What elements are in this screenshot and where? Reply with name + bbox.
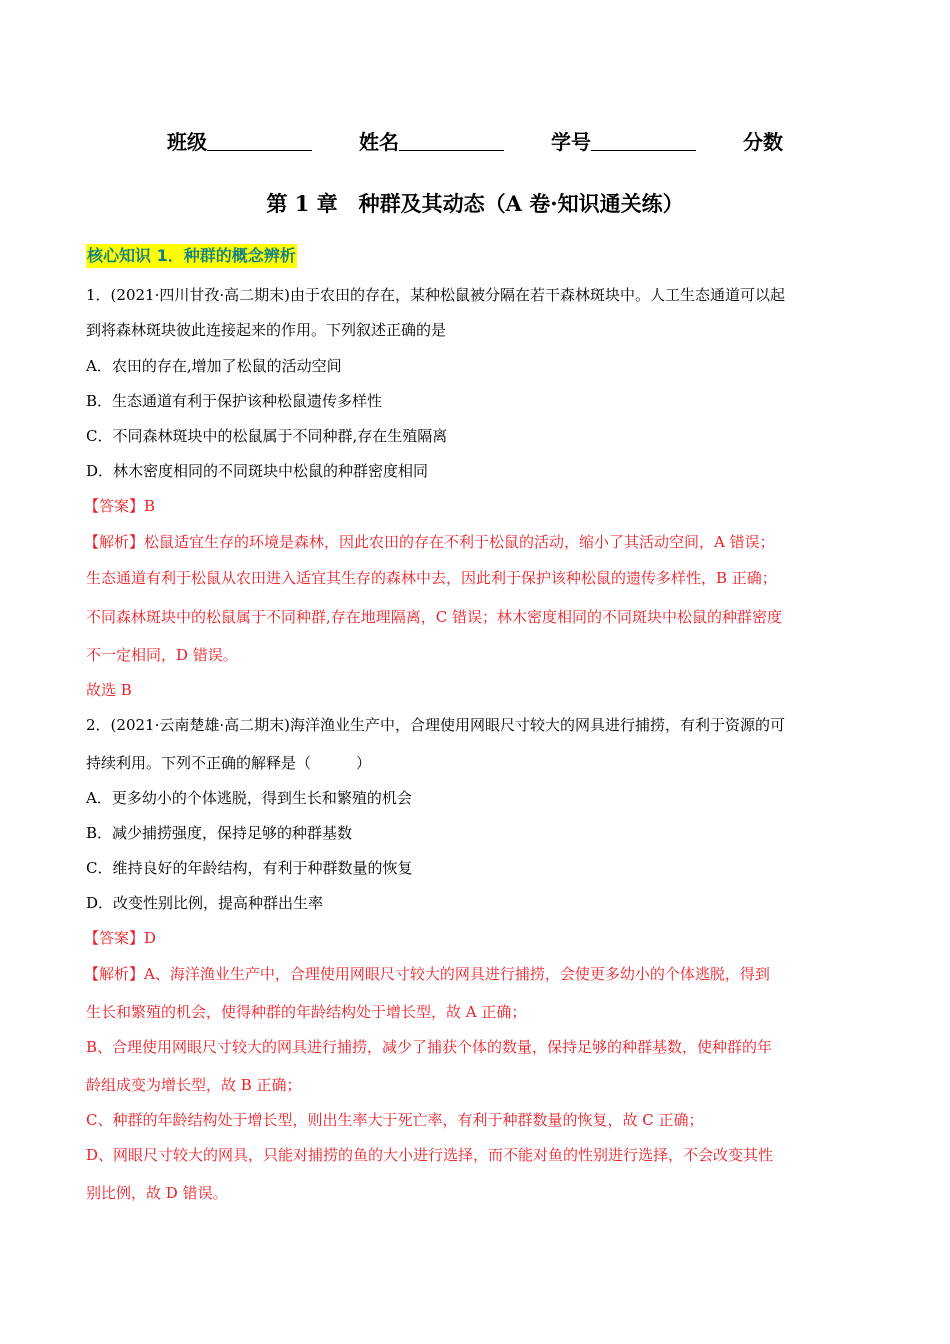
q2-analysis-line-7: 别比例，故 D 错误。: [86, 1184, 228, 1202]
q2-analysis-line-2: 生长和繁殖的机会，使得种群的年龄结构处于增长型，故 A 正确；: [86, 1003, 527, 1021]
q2-analysis-line-3: B、合理使用网眼尺寸较大的网具进行捕捞，减少了捕获个体的数量，保持足够的种群基数，使种群的年: [86, 1038, 773, 1056]
class-blank[interactable]: [207, 130, 312, 151]
chapter-title: 第 1 章 种群及其动态（A 卷·知识通关练）: [266, 191, 684, 216]
q2-analysis-line-5: C、种群的年龄结构处于增长型，则出生率大于死亡率，有利于种群数量的恢复，故 C 正确；: [86, 1111, 704, 1129]
q1-option-b: B．生态通道有利于保护该种松鼠遗传多样性: [86, 392, 383, 410]
q1-option-c: C．不同森林斑块中的松鼠属于不同种群,存在生殖隔离: [86, 427, 448, 445]
q2-stem-line-1: 2．(2021·云南楚雄·高二期末)海洋渔业生产中，合理使用网眼尺寸较大的网具进行捕捞，有利于资源的可: [86, 716, 785, 734]
q2-analysis-line-4: 龄组成变为增长型，故 B 正确；: [86, 1076, 302, 1094]
q2-analysis-line-1: 【解析】A、海洋渔业生产中，合理使用网眼尺寸较大的网具进行捕捞，会使更多幼小的个体逃脱，得到: [84, 965, 770, 983]
q1-stem-line-1: 1．(2021·四川甘孜·高二期末)由于农田的存在，某种松鼠被分隔在若干森林斑块中。人工生态通道可以起: [86, 286, 785, 304]
q1-stem-line-2: 到将森林斑块彼此连接起来的作用。下列叙述正确的是: [86, 321, 447, 339]
q1-analysis-line-2: 生态通道有利于松鼠从农田进入适宜其生存的森林中去，因此利于保护该种松鼠的遗传多样性，B 正确；: [86, 569, 777, 587]
q1-analysis-line-3: 不同森林斑块中的松鼠属于不同种群,存在地理隔离，C 错误；林木密度相同的不同斑块中松鼠的种群密度: [86, 608, 783, 626]
class-field: 班级: [167, 126, 312, 155]
student-id-field: 学号: [551, 126, 696, 155]
name-blank[interactable]: [399, 130, 504, 151]
student-info-line: [0, 126, 950, 155]
q2-analysis-line-6: D、网眼尺寸较大的网具，只能对捕捞的鱼的大小进行选择，而不能对鱼的性别进行选择，不会改变其性: [86, 1146, 774, 1164]
q1-answer: 【答案】B: [84, 497, 156, 515]
q2-option-c: C．维持良好的年龄结构，有利于种群数量的恢复: [86, 859, 413, 877]
q1-option-a: A．农田的存在,增加了松鼠的活动空间: [86, 357, 342, 375]
q2-option-d: D．改变性别比例，提高种群出生率: [86, 894, 324, 912]
q1-conclusion: 故选 B: [86, 681, 132, 699]
name-field: 姓名: [359, 126, 504, 155]
q1-analysis-line-1: 【解析】松鼠适宜生存的环境是森林，因此农田的存在不利于松鼠的活动，缩小了其活动空间，A 错误；: [84, 533, 775, 551]
student-id-blank[interactable]: [591, 130, 696, 151]
q2-option-b: B．减少捕捞强度，保持足够的种群基数: [86, 824, 353, 842]
section-heading: 核心知识 1．种群的概念辨析: [86, 244, 297, 268]
q2-option-a: A．更多幼小的个体逃脱，得到生长和繁殖的机会: [86, 789, 412, 807]
q2-stem-line-2: 持续利用。下列不正确的解释是（ ）: [86, 754, 372, 772]
score-field: 分数: [742, 130, 783, 154]
q1-analysis-line-4: 不一定相同，D 错误。: [86, 646, 238, 664]
q1-option-d: D．林木密度相同的不同斑块中松鼠的种群密度相同: [86, 462, 429, 480]
q2-answer: 【答案】D: [84, 929, 157, 947]
